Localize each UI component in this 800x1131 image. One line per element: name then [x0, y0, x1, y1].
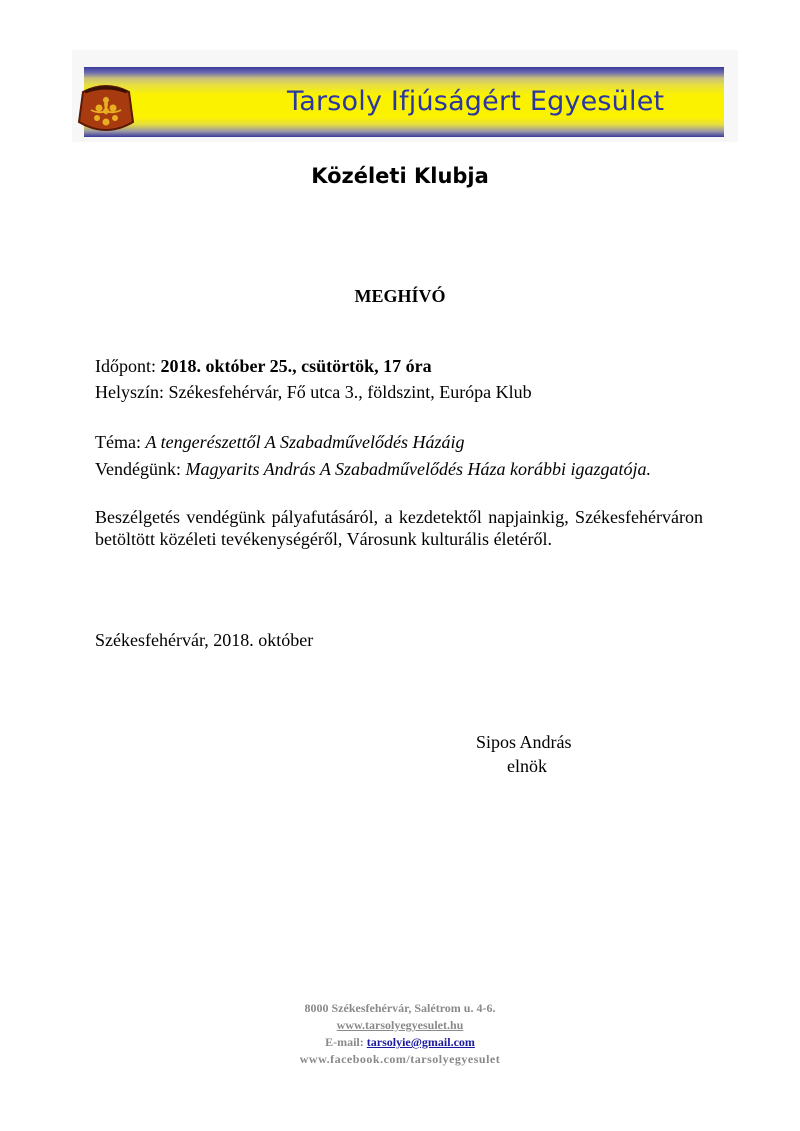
- invitation-heading: MEGHÍVÓ: [354, 286, 446, 306]
- place-date: Székesfehérvár, 2018. október: [95, 630, 314, 650]
- footer-email-link[interactable]: tarsolyie@gmail.com: [366, 1035, 475, 1049]
- guest-label: Vendégünk:: [95, 459, 186, 479]
- tarsoly-bag-logo: [75, 78, 137, 136]
- footer-facebook: www.facebook.com/tarsolyegyesulet: [299, 1052, 501, 1066]
- time-label: Időpont:: [95, 356, 161, 376]
- banner-title: Tarsoly Ifjúságért Egyesület: [287, 86, 665, 117]
- signature-role: elnök: [507, 756, 547, 776]
- place-value: Székesfehérvár, Fő utca 3., földszint, Európa Klub: [168, 382, 532, 402]
- topic-value: A tengerészettől A Szabadművelődés Házáig: [145, 432, 465, 452]
- time-line: [95, 356, 432, 377]
- footer-website-link[interactable]: www.tarsolyegyesulet.hu: [336, 1018, 464, 1032]
- topic-line: [95, 432, 464, 453]
- time-value: 2018. október 25., csütörtök, 17 óra: [160, 356, 432, 376]
- description-paragraph: Beszélgetés vendégünk pályafutásáról, a kezdetektől napjainkig, Székesfehérváron betöltött közéleti tevékenységéről, Városunk kulturális életéről.: [95, 507, 703, 549]
- topic-label: Téma:: [95, 432, 146, 452]
- guest-value: Magyarits András A Szabadművelődés Háza korábbi igazgatója.: [185, 459, 651, 479]
- club-title: Közéleti Klubja: [311, 164, 489, 188]
- place-label: Helyszín:: [95, 382, 169, 402]
- footer-website-line: [0, 1018, 800, 1033]
- footer-email-line: [0, 1035, 800, 1050]
- guest-paragraph: [95, 458, 703, 480]
- signature-name: Sipos András: [476, 732, 572, 752]
- footer-address: 8000 Székesfehérvár, Salétrom u. 4-6.: [304, 1001, 496, 1015]
- place-line: [95, 382, 532, 403]
- footer-email-label: E-mail:: [325, 1035, 367, 1049]
